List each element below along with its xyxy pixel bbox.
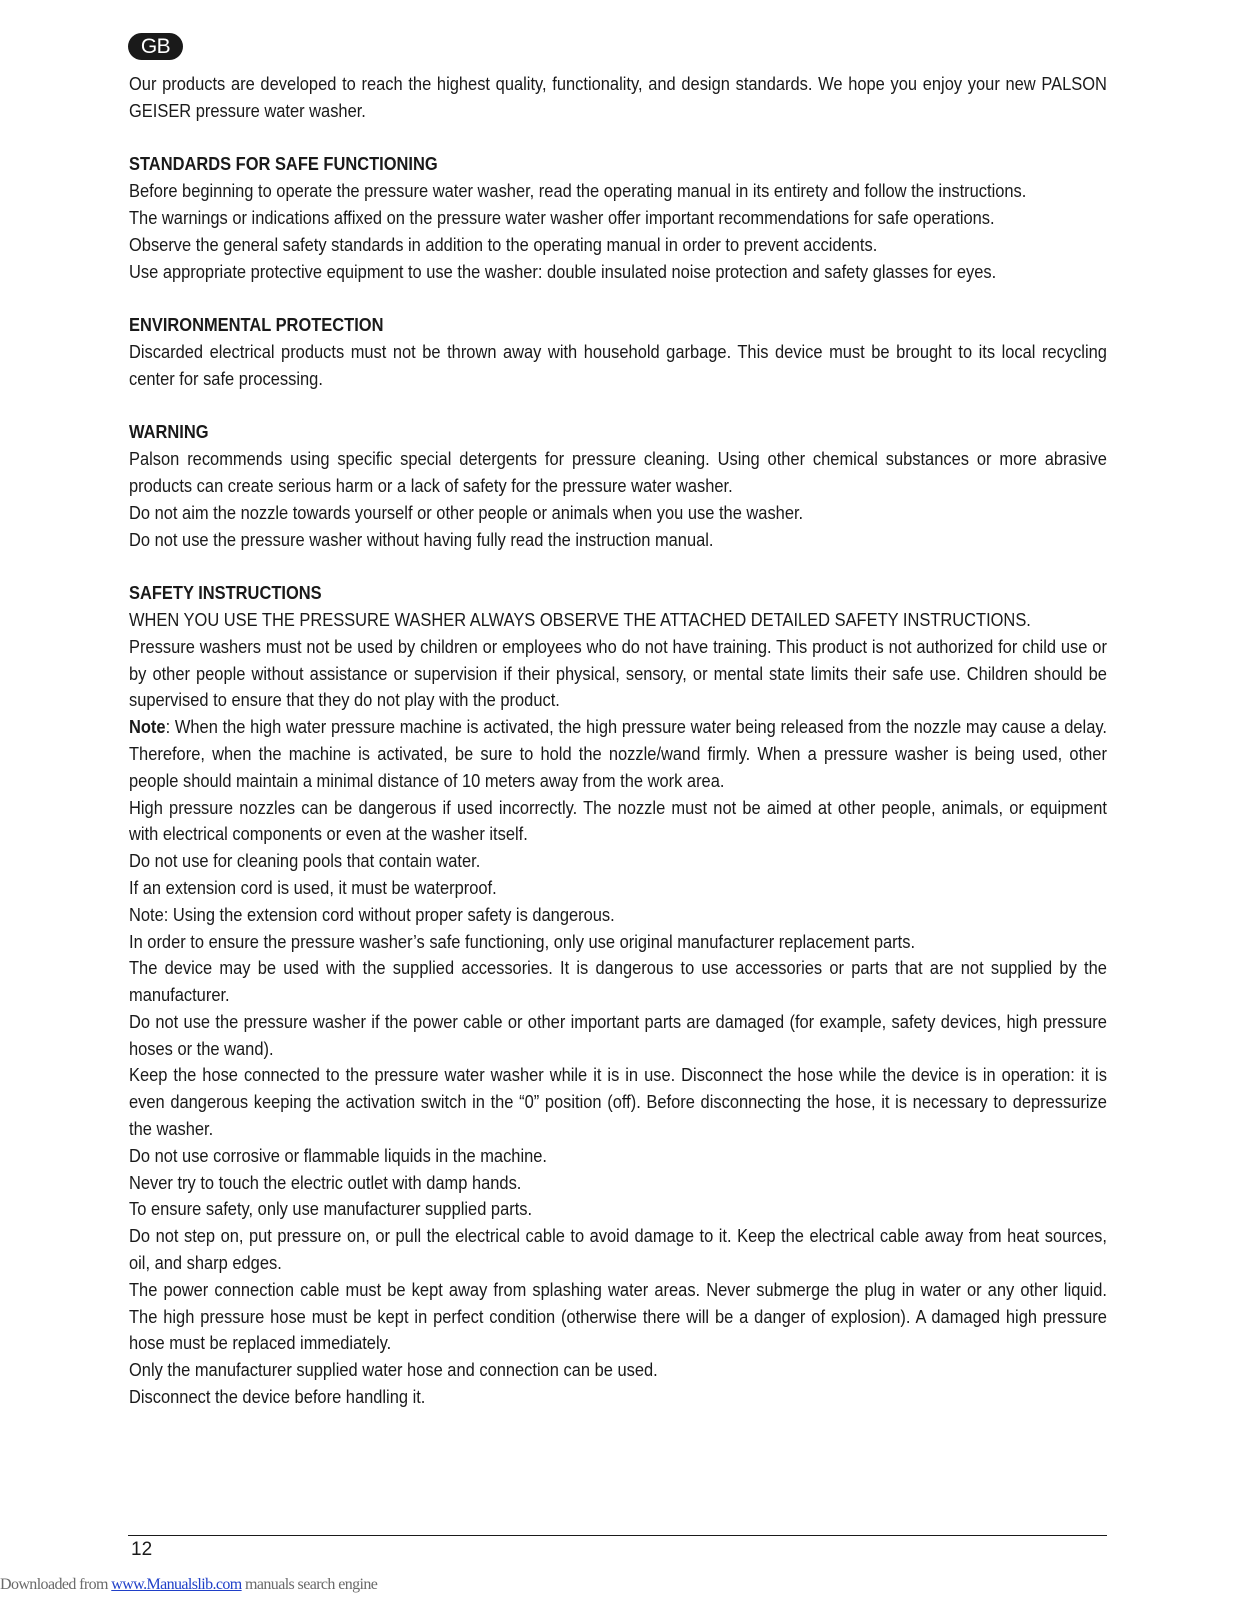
paragraph: If an extension cord is used, it must be waterproof. xyxy=(129,876,497,898)
paragraph: Note: Using the extension cord without proper safety is dangerous. xyxy=(129,903,615,925)
document-body xyxy=(129,71,1107,1411)
section-heading-safety: SAFETY INSTRUCTIONS xyxy=(129,582,322,604)
manualslib-link[interactable]: www.Manualslib.com xyxy=(111,1576,242,1593)
paragraph: Only the manufacturer supplied water hose and connection can be used. xyxy=(129,1359,658,1381)
paragraph: Never try to touch the electric outlet with damp hands. xyxy=(129,1171,522,1193)
note-paragraph xyxy=(129,714,1107,794)
paragraph: Before beginning to operate the pressure water washer, read the operating manual in its entirety and follow the instructions. xyxy=(129,180,1027,202)
note-label: Note xyxy=(129,716,166,738)
paragraph: In order to ensure the pressure washer’s safe functioning, only use original manufacturer replacement parts. xyxy=(129,930,916,952)
paragraph: Use appropriate protective equipment to use the washer: double insulated noise protection and safety glasses for eyes. xyxy=(129,260,997,282)
section-heading-standards: STANDARDS FOR SAFE FUNCTIONING xyxy=(129,153,438,175)
paragraph: Do not use the pressure washer if the power cable or other important parts are damaged (for example, safety devices, high pressure hoses or the wand). xyxy=(129,1010,1107,1059)
download-suffix: manuals search engine xyxy=(241,1576,378,1593)
download-notice xyxy=(0,1575,377,1595)
paragraph: Disconnect the device before handling it. xyxy=(129,1386,426,1408)
paragraph: To ensure safety, only use manufacturer supplied parts. xyxy=(129,1198,533,1220)
paragraph: Do not use corrosive or flammable liquids in the machine. xyxy=(129,1144,547,1166)
footer-divider xyxy=(128,1535,1107,1536)
paragraph: Do not step on, put pressure on, or pull the electrical cable to avoid damage to it. Keep the electrical cable away from heat sources, oil, and sharp edges. xyxy=(129,1225,1107,1274)
paragraph: Do not use for cleaning pools that contain water. xyxy=(129,850,481,872)
paragraph: The device may be used with the supplied accessories. It is dangerous to use accessories or parts that are not supplied by the manufacturer. xyxy=(129,957,1107,1006)
language-badge: GB xyxy=(128,33,183,60)
note-text: : When the high water pressure machine is activated, the high pressure water being released from the nozzle may cause a delay. Therefore, when the machine is activated, be sure to hold the nozzle/wand firmly. When a pressure washer is being used, other people should maintain a minimal distance of 10 meters away from the work area. xyxy=(129,716,1107,791)
paragraph: High pressure nozzles can be dangerous if used incorrectly. The nozzle must not be aimed at other people, animals, or equipment with electrical components or even at the washer itself. xyxy=(129,796,1107,845)
paragraph: Do not use the pressure washer without having fully read the instruction manual. xyxy=(129,528,714,550)
download-prefix: Downloaded from xyxy=(0,1576,112,1593)
section-heading-warning: WARNING xyxy=(129,421,209,443)
paragraph: Pressure washers must not be used by children or employees who do not have training. This product is not authorized for child use or by other people without assistance or supervision if their physical, sensory, or mental state limits their safe use. Children should be supervised to ensure that they do not play with the product. xyxy=(129,635,1107,711)
paragraph: WHEN YOU USE THE PRESSURE WASHER ALWAYS OBSERVE THE ATTACHED DETAILED SAFETY INSTRUCTIONS. xyxy=(129,608,1031,630)
section-heading-environment: ENVIRONMENTAL PROTECTION xyxy=(129,314,384,336)
paragraph: Do not aim the nozzle towards yourself or other people or animals when you use the washer. xyxy=(129,501,804,523)
paragraph: Observe the general safety standards in addition to the operating manual in order to prevent accidents. xyxy=(129,233,878,255)
paragraph: The warnings or indications affixed on the pressure water washer offer important recommendations for safe operations. xyxy=(129,206,995,228)
paragraph: Palson recommends using specific special detergents for pressure cleaning. Using other chemical substances or more abrasive products can create serious harm or a lack of safety for the pressure water washer. xyxy=(129,448,1107,496)
paragraph: The power connection cable must be kept away from splashing water areas. Never submerge the plug in water or any other liquid. The high pressure hose must be kept in perfect condition (otherwise there will be a danger of explosion). A damaged high pressure hose must be replaced immediately. xyxy=(129,1278,1107,1354)
intro-paragraph: Our products are developed to reach the highest quality, functionality, and design standards. We hope you enjoy your new PALSON GEISER pressure water washer. xyxy=(129,73,1107,121)
page-number: 12 xyxy=(131,1539,153,1560)
paragraph: Discarded electrical products must not be thrown away with household garbage. This device must be brought to its local recycling center for safe processing. xyxy=(129,340,1107,389)
paragraph: Keep the hose connected to the pressure water washer while it is in use. Disconnect the hose while the device is in operation: it is even dangerous keeping the activation switch in the “0” position (off). Before disconnecting the hose, it is necessary to depressurize the washer. xyxy=(129,1064,1107,1140)
